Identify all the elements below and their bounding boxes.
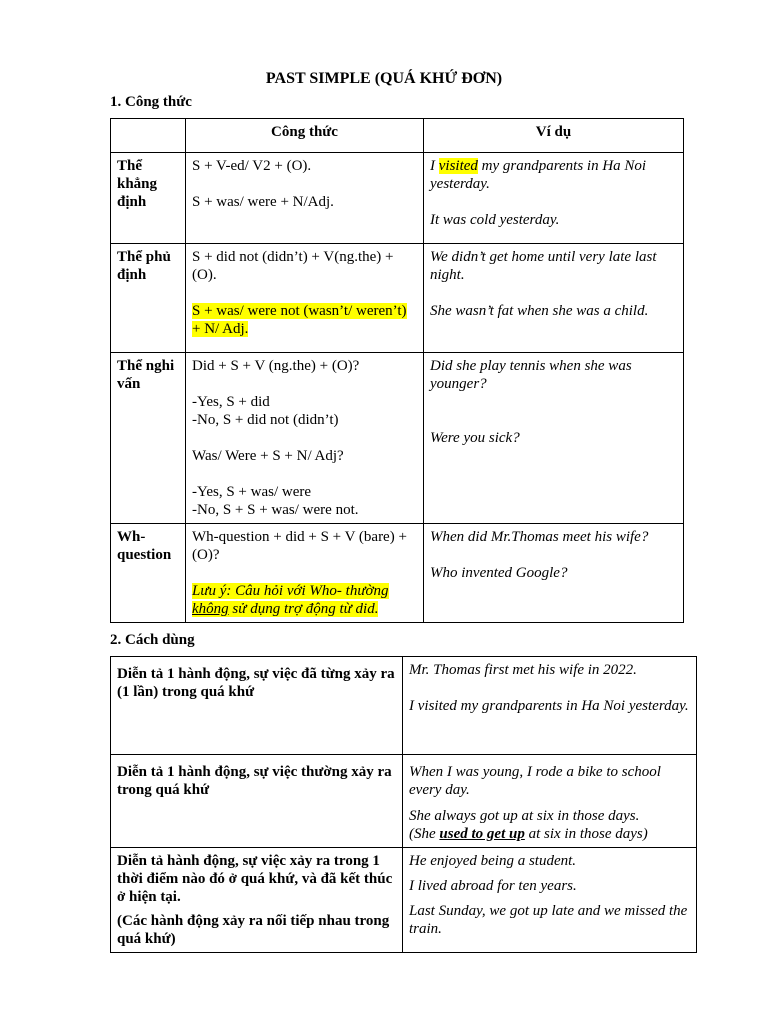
note-line: Lưu ý: Câu hỏi với Who- thường không sử dụng trợ động từ did. bbox=[192, 583, 389, 617]
header-example: Ví dụ bbox=[424, 119, 684, 153]
formula-line: Was/ Were + S + N/ Adj? bbox=[192, 448, 344, 464]
usage-line: Diễn tả hành động, sự việc xảy ra trong 1 thời điểm nào đó ở quá khứ, và đã kết thúc ở hiện tại. bbox=[117, 853, 393, 905]
formula-table bbox=[110, 118, 684, 623]
row-label: Thể khẳng định bbox=[111, 153, 186, 244]
formula-line: S + was/ were + N/Adj. bbox=[192, 194, 334, 210]
formula-line: Did + S + V (ng.the) + (O)? bbox=[192, 358, 360, 374]
formula-cell bbox=[186, 244, 424, 353]
example-line: He enjoyed being a student. bbox=[409, 853, 577, 869]
formula-cell bbox=[186, 524, 424, 623]
formula-cell bbox=[186, 353, 424, 524]
table-row bbox=[111, 353, 684, 524]
table-row bbox=[111, 848, 697, 953]
usage-cell bbox=[111, 848, 403, 953]
example-line: I visited my grandparents in Ha Noi yesterday. bbox=[430, 158, 647, 192]
usage-cell: Diễn tả 1 hành động, sự việc đã từng xảy ra (1 lần) trong quá khứ bbox=[111, 657, 403, 755]
example-line: She always got up at six in those days. bbox=[409, 808, 640, 824]
example-cell bbox=[424, 524, 684, 623]
example-line: We didn’t get home until very late last night. bbox=[430, 249, 657, 283]
formula-line: Wh-question + did + S + V (bare) + (O)? bbox=[192, 529, 407, 563]
header-formula: Công thức bbox=[186, 119, 424, 153]
example-cell bbox=[424, 353, 684, 524]
table-row bbox=[111, 524, 684, 623]
section-heading-usage: 2. Cách dùng bbox=[110, 632, 195, 648]
example-line: Were you sick? bbox=[430, 430, 520, 446]
table-row bbox=[111, 657, 697, 755]
row-label: Wh-question bbox=[111, 524, 186, 623]
example-line: (She used to get up at six in those days) bbox=[409, 826, 648, 842]
example-cell bbox=[403, 848, 697, 953]
example-line: I lived abroad for ten years. bbox=[409, 878, 577, 894]
table-row bbox=[111, 153, 684, 244]
example-cell bbox=[403, 755, 697, 848]
formula-line: -No, S + S + was/ were not. bbox=[192, 502, 359, 518]
formula-line: -No, S + did not (didn’t) bbox=[192, 412, 339, 428]
highlighted-word: visited bbox=[438, 158, 478, 174]
formula-line: -Yes, S + did bbox=[192, 394, 270, 410]
usage-line: (Các hành động xảy ra nối tiếp nhau trong quá khứ) bbox=[117, 913, 390, 947]
example-line: Did she play tennis when she was younger? bbox=[430, 358, 632, 392]
row-label: Thể phủ định bbox=[111, 244, 186, 353]
example-line: When I was young, I rode a bike to school every day. bbox=[409, 764, 661, 798]
header-empty-cell bbox=[111, 119, 186, 153]
example-line: I visited my grandparents in Ha Noi yesterday. bbox=[409, 698, 689, 714]
table-row bbox=[111, 755, 697, 848]
example-line: She wasn’t fat when she was a child. bbox=[430, 303, 649, 319]
formula-line: S + did not (didn’t) + V(ng.the) + (O). bbox=[192, 249, 394, 283]
example-line: When did Mr.Thomas meet his wife? bbox=[430, 529, 649, 545]
section-heading-formula: 1. Công thức bbox=[110, 94, 192, 110]
table-header-row bbox=[111, 119, 684, 153]
formula-cell bbox=[186, 153, 424, 244]
example-line: Last Sunday, we got up late and we missed the train. bbox=[409, 903, 688, 937]
row-label: Thể nghi vấn bbox=[111, 353, 186, 524]
example-line: It was cold yesterday. bbox=[430, 212, 560, 228]
usage-cell: Diễn tả 1 hành động, sự việc thường xảy ra trong quá khứ bbox=[111, 755, 403, 848]
example-cell bbox=[424, 244, 684, 353]
example-cell bbox=[403, 657, 697, 755]
example-line: Who invented Google? bbox=[430, 565, 568, 581]
usage-table bbox=[110, 656, 697, 953]
formula-line-highlighted: S + was/ were not (wasn’t/ weren’t) + N/ Adj. bbox=[192, 303, 407, 337]
table-row bbox=[111, 244, 684, 353]
example-cell bbox=[424, 153, 684, 244]
formula-line: S + V-ed/ V2 + (O). bbox=[192, 158, 312, 174]
example-line: Mr. Thomas first met his wife in 2022. bbox=[409, 662, 637, 678]
page-title: PAST SIMPLE (QUÁ KHỨ ĐƠN) bbox=[265, 70, 503, 87]
formula-line: -Yes, S + was/ were bbox=[192, 484, 312, 500]
